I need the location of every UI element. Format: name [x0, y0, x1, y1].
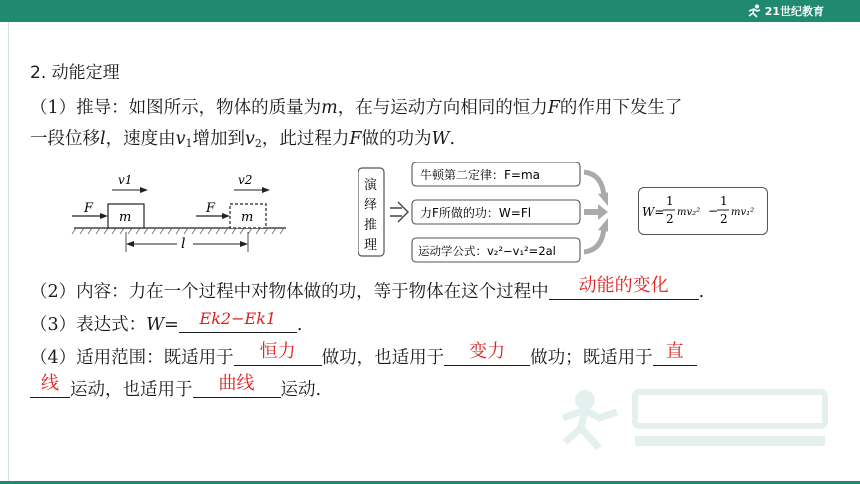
text-run: ，速度由 [105, 129, 176, 149]
expression-answer: Ek2−Ek1 [199, 309, 277, 328]
scope-prefix: （4）适用范围：既适用于 [30, 348, 234, 368]
text-run: （1）推导：如图所示，物体的质量为 [30, 98, 322, 118]
derivation-flow [358, 162, 608, 272]
motion-figure [64, 168, 294, 254]
expression-equals: = [164, 315, 179, 335]
expression-blank [179, 309, 297, 333]
text-run: 做的功为 [361, 129, 432, 149]
deduction-char-2: 绎 [364, 198, 378, 213]
scope-blank-2 [444, 341, 530, 366]
scope-answer-3b: 线 [41, 373, 59, 394]
scope-line2-suffix: 运动. [280, 380, 322, 400]
work-formula-text: 力F所做的功：W=Fl [420, 206, 532, 220]
expression-lhs: W [146, 315, 165, 335]
text-run: W [431, 129, 450, 149]
implies-arrow-icon [390, 202, 408, 222]
logo-text: 21世纪教育 [764, 5, 824, 18]
term2-numerator: 1 [720, 194, 728, 208]
scope-item-line-2 [30, 373, 322, 401]
scope-blank-3b [30, 373, 70, 398]
deduction-char-3: 推 [364, 218, 378, 233]
text-run: ，此过程力 [261, 129, 350, 149]
displacement-label: l [181, 236, 186, 252]
expression-suffix: . [296, 315, 303, 335]
text-run: . [449, 129, 456, 149]
mass-label-final: m [241, 210, 254, 225]
result-lhs: W= [642, 205, 665, 219]
kinematics-text: 运动学公式：v₂²−v₁²=2al [418, 244, 556, 258]
text-run: F [349, 129, 362, 149]
scope-answer-4: 曲线 [218, 373, 255, 394]
expression-prefix: （3）表达式： [30, 315, 147, 335]
text-run: 一段位移 [30, 129, 100, 149]
content-prefix: （2）内容：力在一个过程中对物体做的功，等于物体在这个过程中 [30, 282, 549, 302]
scope-blank-3a [653, 341, 697, 366]
deduction-char-1: 演 [364, 178, 378, 193]
scope-item-line-1 [30, 341, 697, 369]
scope-mid-1: 做功，也适用于 [321, 348, 445, 368]
text-run: m [321, 98, 338, 118]
term2-variable: mv₁² [731, 207, 755, 218]
result-formula-panel [610, 186, 770, 238]
scope-answer-3a: 直 [665, 341, 684, 362]
text-run: F [547, 98, 560, 118]
scope-blank-4 [193, 373, 281, 398]
content-suffix: . [698, 282, 705, 302]
minus-sign: − [708, 204, 719, 218]
text-run: l [100, 129, 106, 149]
derivation-line-2 [30, 128, 455, 155]
top-header-band [0, 0, 860, 22]
mass-label-initial: m [119, 210, 132, 225]
force-label-initial: F [84, 201, 94, 216]
force-label-final: F [206, 201, 216, 216]
text-run: 2 [254, 137, 262, 150]
term2-denominator: 2 [720, 212, 728, 226]
text-run: 1 [185, 137, 193, 150]
scope-mid-2: 做功；既适用于 [530, 348, 653, 368]
runner-logo-icon [746, 4, 762, 18]
text-run: 增加到 [192, 129, 245, 149]
deduction-char-4: 理 [364, 238, 378, 253]
scope-line2-mid: 运动，也适用于 [70, 380, 193, 400]
brand-logo [746, 3, 824, 19]
content-item [30, 275, 705, 303]
text-run: v [175, 129, 186, 149]
scope-blank-1 [234, 341, 322, 366]
scope-answer-2: 变力 [469, 341, 506, 362]
velocity-label-final: v2 [238, 173, 253, 187]
curved-arrow-top-icon [584, 172, 604, 196]
ground-hatching [72, 228, 284, 234]
content-blank [549, 275, 699, 300]
watermark-logo-icon [555, 378, 835, 458]
section-heading: 2. 动能定理 [30, 63, 120, 83]
derivation-line-1 [30, 97, 682, 119]
expression-item [30, 309, 303, 336]
left-margin-line [8, 22, 9, 481]
term1-denominator: 2 [666, 212, 674, 226]
text-run: 的作用下发生了 [559, 98, 683, 118]
velocity-label-initial: v1 [118, 173, 133, 187]
content-answer: 动能的变化 [578, 275, 669, 296]
text-run: v [245, 129, 255, 149]
newton-law-text: 牛顿第二定律：F=ma [420, 168, 541, 182]
term1-variable: mv₂² [677, 207, 701, 218]
text-run: ，在与运动方向相同的恒力 [337, 98, 548, 118]
result-formula [638, 187, 768, 235]
term1-numerator: 1 [666, 194, 674, 208]
scope-answer-1: 恒力 [259, 341, 296, 362]
curved-arrow-bottom-icon [584, 228, 604, 252]
